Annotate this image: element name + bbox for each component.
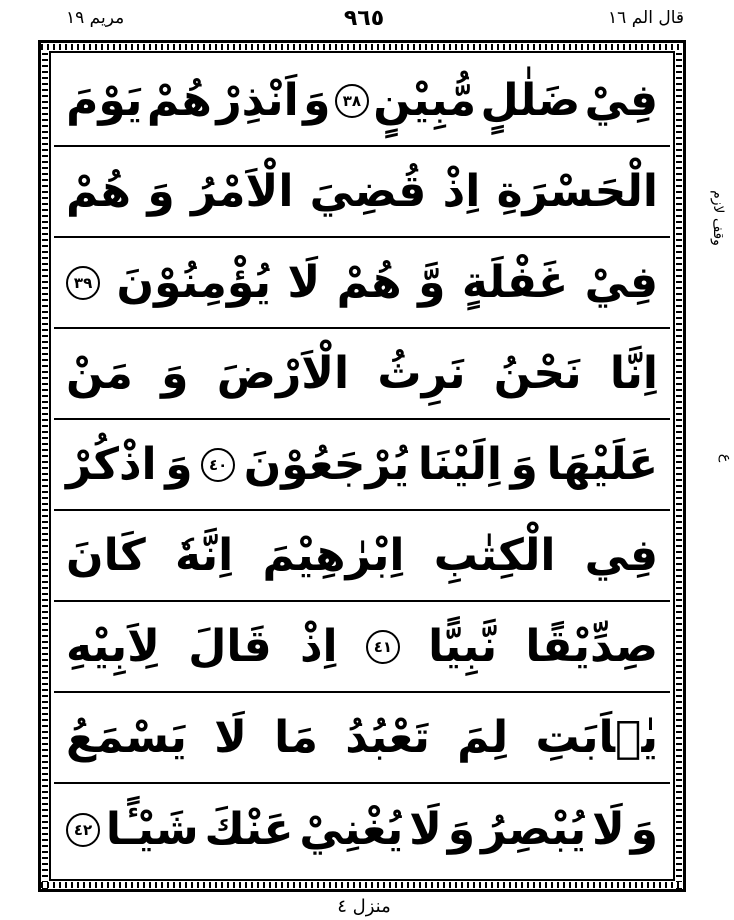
margin-note-ruku: ع	[717, 453, 734, 463]
arabic-word: اِنَّا	[609, 347, 658, 399]
arabic-word: نَحْنُ	[493, 347, 582, 399]
arabic-word: هُمْ	[146, 74, 212, 126]
arabic-word: مَنْ	[66, 347, 133, 399]
text-lines	[54, 56, 670, 876]
arabic-word: وَ	[630, 803, 658, 855]
page-number: ٩٦٥	[343, 6, 385, 31]
ayah-number-marker: ٤١	[366, 630, 400, 664]
arabic-word: كَانَ	[66, 529, 146, 581]
frame-border-bottom	[41, 882, 683, 888]
arabic-word: اِذْ	[442, 165, 481, 217]
arabic-word: وَّ	[418, 256, 446, 308]
header-surah: مريم ١٩	[66, 8, 125, 28]
arabic-word: فِي	[584, 529, 658, 581]
arabic-word: شَيْـًٔا	[105, 803, 199, 855]
arabic-word: يٰۤاَبَتِ	[535, 711, 658, 763]
arabic-word: فِيْ	[584, 74, 658, 126]
arabic-word: لَا	[592, 803, 625, 855]
arabic-word: يُبْصِرُ	[480, 803, 587, 855]
arabic-word: الْاَمْرُ	[190, 165, 294, 217]
arabic-word: نَّبِيًّا	[428, 620, 498, 672]
frame-border-top	[41, 44, 683, 50]
header-juz: قال الم ١٦	[608, 8, 684, 28]
ayah-number-marker: ٤٢	[66, 813, 100, 847]
arabic-word: تَعْبُدُ	[345, 711, 430, 763]
arabic-word: هُمْ	[66, 165, 132, 217]
arabic-word: يَوْمَ	[66, 74, 143, 126]
arabic-word: لَا	[214, 711, 247, 763]
arabic-word: يُرْجَعُوْنَ	[243, 438, 410, 490]
arabic-word: فِيْ	[584, 256, 658, 308]
arabic-word: وَ	[165, 438, 193, 490]
text-line	[54, 147, 670, 238]
arabic-word: يُؤْمِنُوْنَ	[116, 256, 271, 308]
arabic-word: اذْكُرْ	[66, 438, 157, 490]
frame-border-right	[676, 43, 682, 889]
text-line	[54, 420, 670, 511]
arabic-word: اِلَيْنَا	[417, 438, 502, 490]
text-line	[54, 238, 670, 329]
ayah-number-marker: ٣٩	[66, 266, 100, 300]
text-line	[54, 784, 670, 875]
arabic-word: لَا	[409, 803, 442, 855]
arabic-word: قَالَ	[188, 620, 272, 672]
arabic-word: قُضِيَ	[309, 165, 427, 217]
arabic-word: مَا	[274, 711, 318, 763]
arabic-word: يَسْمَعُ	[66, 711, 187, 763]
footer-manzil: منزل ٤	[337, 896, 391, 917]
arabic-word: لِمَ	[457, 711, 509, 763]
arabic-word: صِدِّيْقًا	[525, 620, 658, 672]
ayah-number-marker: ٣٨	[335, 84, 369, 118]
frame-border-left	[42, 43, 48, 889]
arabic-word: وَ	[447, 803, 476, 855]
text-line	[54, 693, 670, 784]
text-line	[54, 602, 670, 693]
arabic-word: لِاَبِيْهِ	[66, 620, 160, 672]
arabic-word: ضَلٰلٍ	[480, 74, 581, 126]
arabic-word: وَ	[161, 347, 189, 399]
text-line	[54, 56, 670, 147]
arabic-word: وَ	[147, 165, 175, 217]
arabic-word: مُّبِيْنٍ	[373, 74, 477, 126]
text-line	[54, 511, 670, 602]
arabic-word: لَا	[287, 256, 321, 308]
arabic-word: غَفْلَةٍ	[461, 256, 569, 308]
arabic-word: عَنْكَ	[204, 803, 294, 855]
arabic-word: اِبْرٰهِيْمَ	[262, 529, 405, 581]
arabic-word: نَرِثُ	[377, 347, 466, 399]
margin-note-waqf: وقف لازم	[710, 190, 727, 246]
arabic-word: الْكِتٰبِ	[433, 529, 556, 581]
arabic-word: وَ	[510, 438, 538, 490]
arabic-word: الْاَرْضَ	[216, 347, 350, 399]
arabic-word: وَ	[303, 74, 331, 126]
ayah-number-marker: ٤٠	[201, 448, 235, 482]
arabic-word: يُغْنِيْ	[299, 803, 404, 855]
text-line	[54, 329, 670, 420]
arabic-word: اَنْذِرْ	[216, 74, 299, 126]
arabic-word: اِنَّهٗ	[174, 529, 234, 581]
arabic-word: هُمْ	[336, 256, 402, 308]
arabic-word: عَلَيْهَا	[546, 438, 658, 490]
arabic-word: اِذْ	[299, 620, 338, 672]
arabic-word: الْحَسْرَةِ	[496, 165, 658, 217]
